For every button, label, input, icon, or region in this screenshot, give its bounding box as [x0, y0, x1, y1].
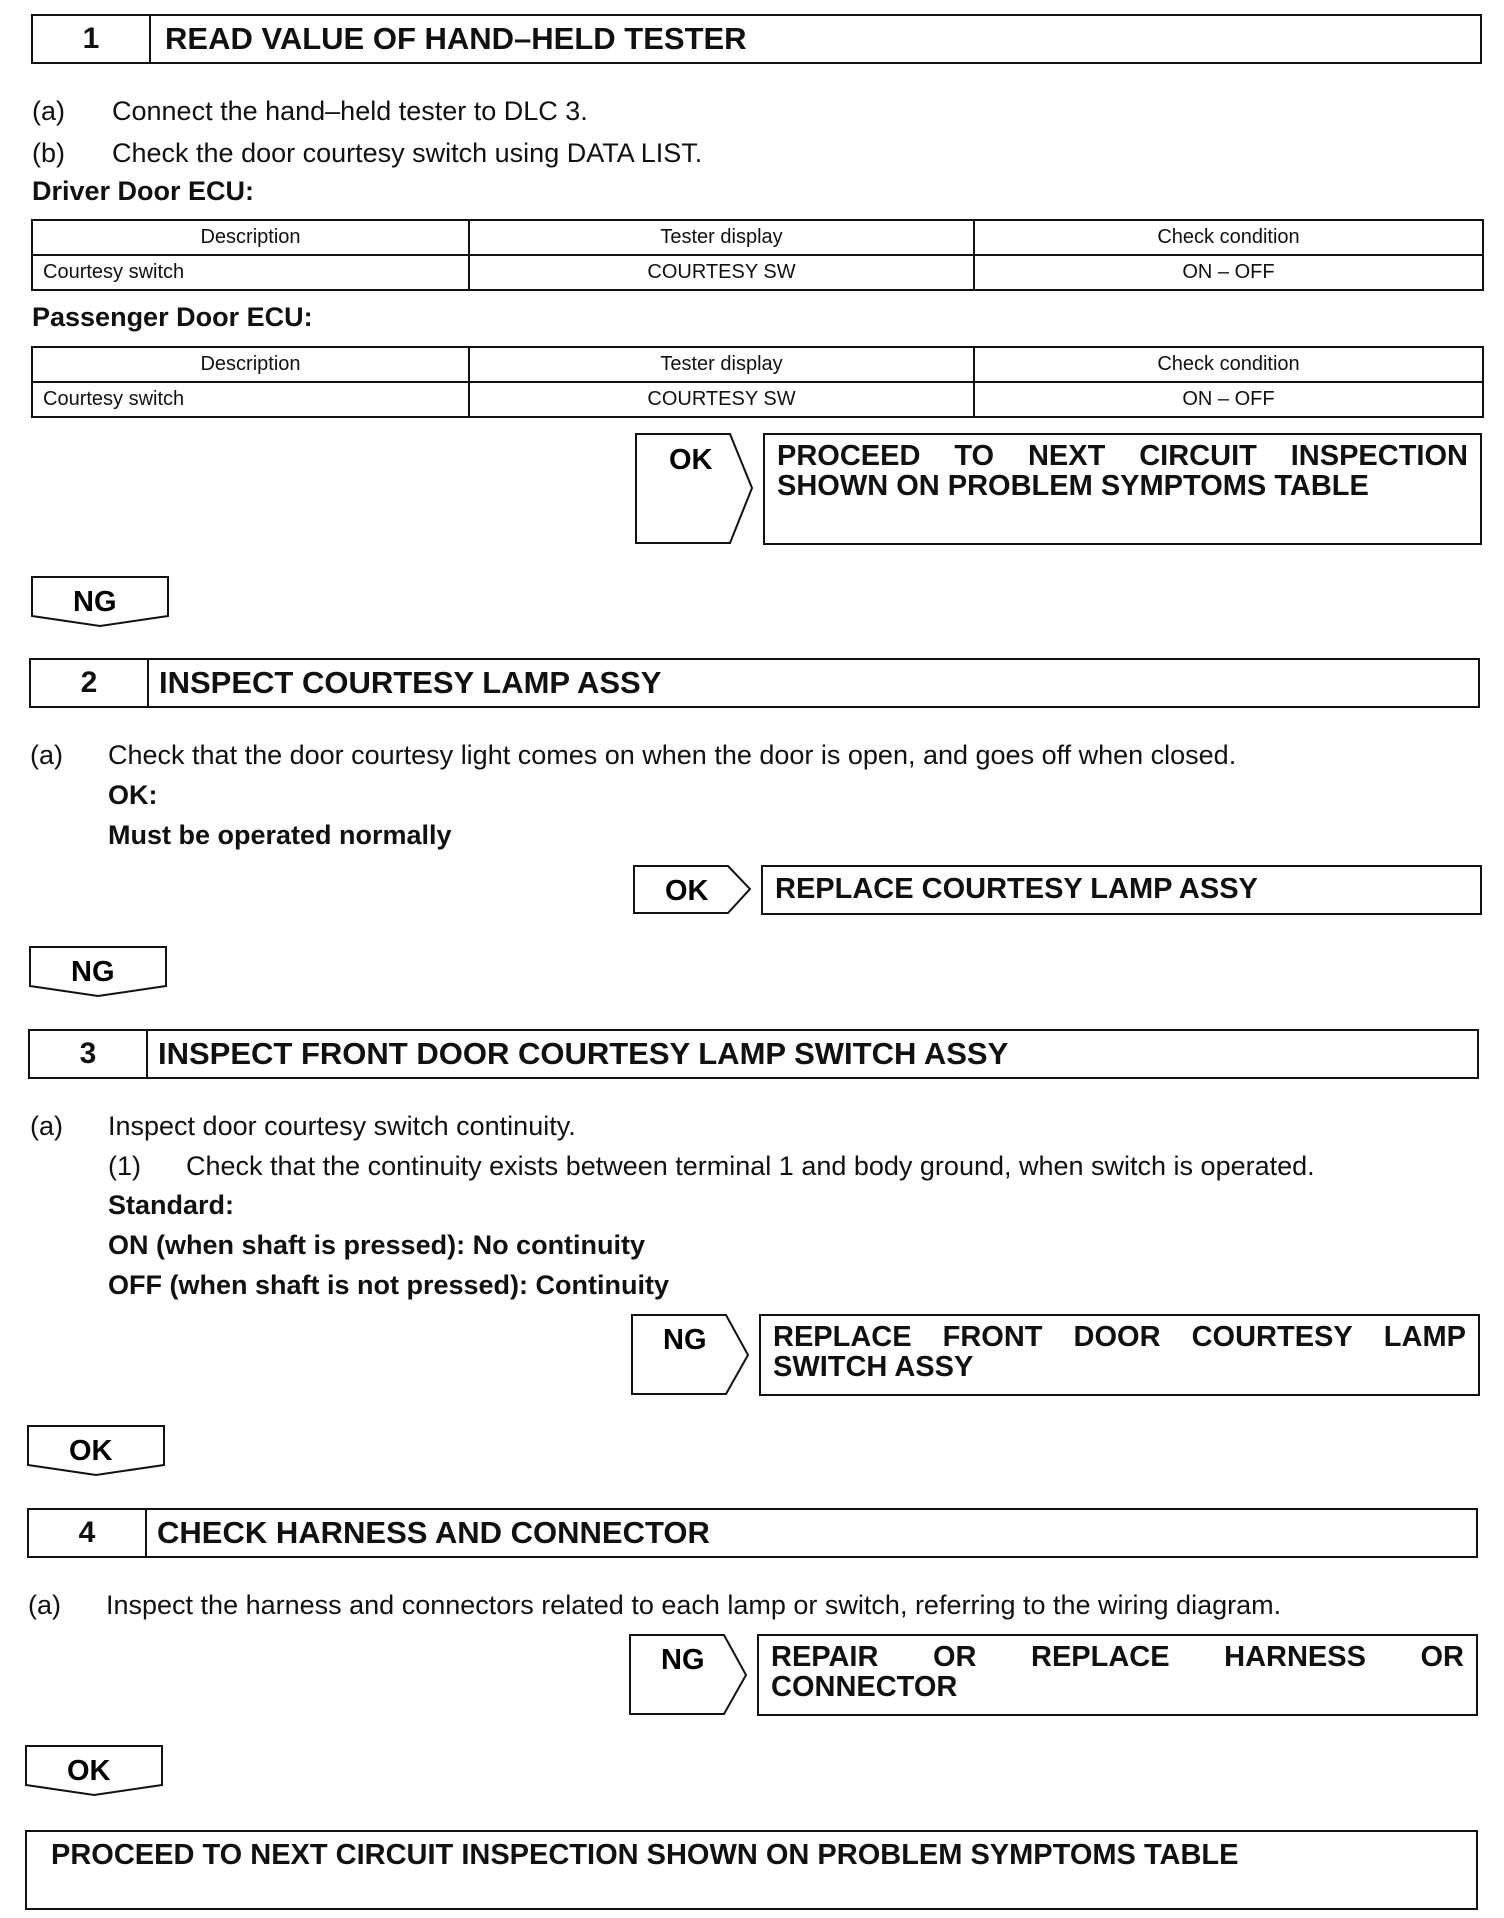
table-cell: COURTESY SW — [469, 255, 974, 290]
continue-label: NG — [73, 586, 117, 618]
final-result-box — [25, 1830, 1478, 1910]
branch-result-box — [763, 433, 1482, 545]
item-marker: (b) — [32, 138, 65, 168]
branch-arrow-ok — [635, 433, 755, 545]
continue-tag-ok — [27, 1425, 165, 1477]
step-2-item-a — [30, 740, 1237, 771]
branch-result-line-2: SHOWN ON PROBLEM SYMPTOMS TABLE — [777, 470, 1369, 502]
step-1-title: READ VALUE OF HAND–HELD TESTER — [165, 21, 747, 56]
table-header-cell: Tester display — [469, 347, 974, 382]
branch-result-box — [761, 865, 1482, 915]
table-cell: COURTESY SW — [469, 382, 974, 417]
item-marker: (a) — [30, 740, 63, 770]
branch-label: OK — [665, 875, 709, 907]
item-text: Inspect the harness and connectors related to each lamp or switch, referring to the wiring diagram. — [106, 1590, 1282, 1620]
step-1-number: 1 — [33, 16, 151, 62]
table-row — [32, 382, 1483, 417]
table-header-row — [32, 347, 1483, 382]
step-3-title: INSPECT FRONT DOOR COURTESY LAMP SWITCH ASSY — [158, 1036, 1009, 1071]
table-header-cell: Description — [32, 220, 469, 255]
branch-label: NG — [663, 1324, 707, 1356]
step-4-number: 4 — [29, 1510, 147, 1556]
standard-off: OFF (when shaft is not pressed): Continuity — [108, 1270, 670, 1300]
step-2-number: 2 — [31, 660, 149, 706]
branch-result-box — [757, 1634, 1478, 1716]
step-2-title: INSPECT COURTESY LAMP ASSY — [159, 665, 662, 700]
branch-label: NG — [661, 1644, 705, 1676]
table-header-cell: Tester display — [469, 220, 974, 255]
standard-label: Standard: — [108, 1190, 235, 1220]
standard-on: ON (when shaft is pressed): No continuity — [108, 1230, 646, 1260]
passenger-data-list-table — [31, 346, 1484, 418]
branch-arrow-ng — [629, 1634, 749, 1716]
step-4-header — [27, 1508, 1478, 1558]
step-1-header — [31, 14, 1482, 64]
continue-label: OK — [67, 1755, 111, 1787]
table-row — [32, 255, 1483, 290]
step-4-item-a — [28, 1590, 1282, 1621]
branch-label: OK — [669, 444, 713, 476]
step-1-item-b — [32, 138, 703, 169]
item-text: Inspect door courtesy switch continuity. — [108, 1111, 576, 1141]
sub-marker: (1) — [108, 1151, 141, 1181]
ok-label: OK: — [108, 780, 158, 810]
continue-tag-ng — [31, 576, 169, 628]
continue-tag-ng — [29, 946, 167, 998]
item-text: Check the door courtesy switch using DATA LIST. — [112, 138, 703, 168]
step-3-number: 3 — [30, 1031, 148, 1077]
final-result-text: PROCEED TO NEXT CIRCUIT INSPECTION SHOWN ON PROBLEM SYMPTOMS TABLE — [51, 1839, 1239, 1871]
branch-result-line-2: SWITCH ASSY — [773, 1351, 974, 1383]
step-3-item-a — [30, 1111, 576, 1142]
table-header-cell: Description — [32, 347, 469, 382]
driver-data-list-table — [31, 219, 1484, 291]
table-cell: Courtesy switch — [32, 255, 469, 290]
item-text: Connect the hand–held tester to DLC 3. — [112, 96, 588, 126]
continue-label: NG — [71, 956, 115, 988]
table-header-row — [32, 220, 1483, 255]
step-3-header — [28, 1029, 1479, 1079]
table-header-cell: Check condition — [974, 220, 1483, 255]
branch-result-box — [759, 1314, 1480, 1396]
step-4-title: CHECK HARNESS AND CONNECTOR — [157, 1515, 710, 1550]
item-marker: (a) — [30, 1111, 63, 1141]
branch-result-line-1: REPAIR OR REPLACE HARNESS OR — [771, 1641, 1464, 1673]
passenger-door-ecu-label: Passenger Door ECU: — [32, 302, 313, 332]
item-marker: (a) — [28, 1590, 61, 1620]
branch-arrow-ng — [631, 1314, 751, 1396]
branch-arrow-ok — [633, 865, 753, 915]
item-text: Check that the door courtesy light comes on when the door is open, and goes off when closed. — [108, 740, 1237, 770]
branch-result-line-1: REPLACE FRONT DOOR COURTESY LAMP — [773, 1321, 1466, 1353]
driver-door-ecu-label: Driver Door ECU: — [32, 176, 255, 206]
table-cell: Courtesy switch — [32, 382, 469, 417]
table-cell: ON – OFF — [974, 255, 1483, 290]
sub-text: Check that the continuity exists between terminal 1 and body ground, when switch is operated. — [186, 1151, 1315, 1181]
table-header-cell: Check condition — [974, 347, 1483, 382]
continue-tag-ok — [25, 1745, 163, 1797]
step-3-sub-1 — [108, 1151, 1315, 1182]
branch-result-line-1: PROCEED TO NEXT CIRCUIT INSPECTION — [777, 440, 1468, 472]
continue-label: OK — [69, 1435, 113, 1467]
table-cell: ON – OFF — [974, 382, 1483, 417]
branch-result-text: REPLACE COURTESY LAMP ASSY — [775, 873, 1258, 905]
item-marker: (a) — [32, 96, 65, 126]
branch-result-line-2: CONNECTOR — [771, 1671, 958, 1703]
step-2-header — [29, 658, 1480, 708]
step-1-item-a — [32, 96, 588, 127]
ok-criteria: Must be operated normally — [108, 820, 452, 850]
